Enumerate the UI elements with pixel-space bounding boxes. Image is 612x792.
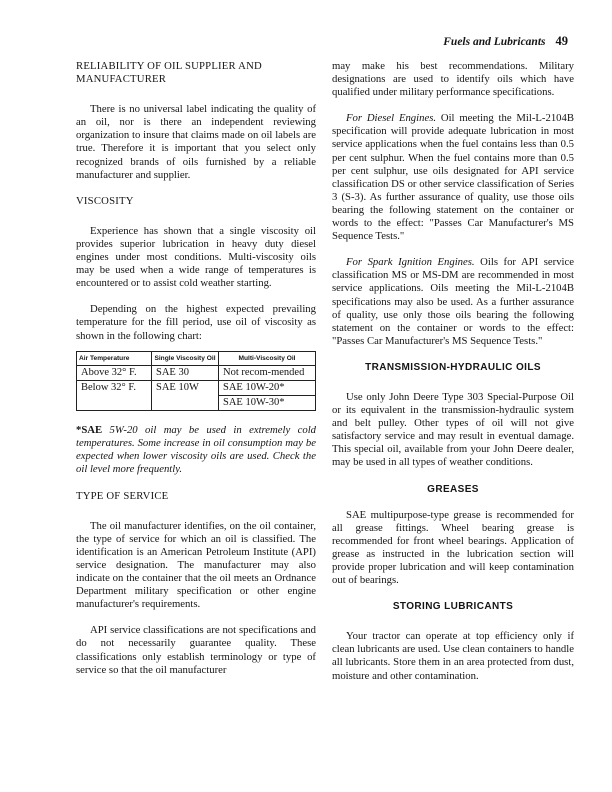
diesel-text: Oil meeting the Mil-L-2104B specification will provide adequate lubrication in most service applications when the fuel contains less than 0.5 per cent sulphur. When the fuel contains more than 0.5 per cent sulphur, use oils designated for API service classification DS or other service classification of Series 3 (S-3). As further assurance of quality, use those oils bearing the following statement on the container or words to the effect: "Passes Car Manufacturer's MS Sequence Tests." [332, 112, 574, 243]
viscosity-table [76, 351, 316, 412]
table-footnote [76, 424, 316, 476]
transmission-heading: TRANSMISSION-HYDRAULIC OILS [365, 361, 541, 373]
type-of-service-heading: TYPE OF SERVICE [76, 489, 169, 502]
left-column [76, 60, 316, 677]
reliability-paragraph: There is no universal label indicating the quality of an oil, nor is there an independent reviewing organization to insure that claims made on oil labels are true. Therefore it is important that you select only recognized brands of oils furnished by a reliable manufacturer and supplier. [76, 103, 316, 181]
running-header [443, 34, 568, 49]
diesel-paragraph [332, 112, 574, 243]
continuation-paragraph: may make his best recommendations. Military designations are used to identify oils which have qualified under military performance specifications. [332, 60, 574, 99]
footnote-sae: SAE [81, 424, 103, 437]
running-header-title: Fuels and Lubricants [443, 36, 546, 48]
diesel-lead: For Diesel Engines. [346, 112, 437, 125]
right-column [332, 60, 574, 683]
footnote-text: 5W-20 oil may be used in extremely cold temperatures. Some increase in oil consumption may be expected when lower viscosity oils are used. Check the oil level more frequently. [76, 424, 317, 476]
table-cell-multi: SAE 10W-30* [219, 396, 316, 411]
table-header-single-viscosity: Single Viscosity Oil [152, 351, 219, 365]
table-row [77, 365, 316, 380]
footnote-mark: * [76, 424, 82, 437]
table-cell-temperature: Below 32° F. [77, 380, 152, 410]
table-cell-multi: Not recom-mended [219, 365, 316, 380]
table-cell-single: SAE 30 [152, 365, 219, 380]
spark-paragraph [332, 256, 574, 348]
table-row [77, 380, 316, 395]
viscosity-heading: VISCOSITY [76, 194, 134, 207]
spark-lead: For Spark Ignition Engines. [346, 256, 475, 269]
storing-paragraph: Your tractor can operate at top efficiency only if clean lubricants are used. Use clean containers to handle all lubricants. Store them in an area protected from dust, moisture and other contamination. [332, 630, 574, 682]
table-cell-multi: SAE 10W-20* [219, 380, 316, 395]
reliability-heading: RELIABILITY OF OIL SUPPLIER AND MANUFACTURER [76, 60, 262, 86]
table-cell-single: SAE 10W [152, 380, 219, 410]
table-cell-temperature: Above 32° F. [77, 365, 152, 380]
spark-text: Oils for API service classification MS or MS-DM are recommended in most service applications. Oils meeting the Mil-L-2104B specifications may also be used. As a further assurance of quality, use only those oils bearing the following statement on the container or words to the effect: "Passes Car Manufacturer's MS Sequence Tests." [332, 256, 575, 347]
viscosity-paragraph-1: Experience has shown that a single viscosity oil provides superior lubrication in heavy duty diesel engines under most conditions. Multi-viscosity oils may be used when a wide range of temperatures is encountered or to assist cold weather starting. [76, 224, 316, 290]
storing-heading: STORING LUBRICANTS [392, 601, 514, 613]
viscosity-paragraph-2: Depending on the highest expected prevailing temperature for the fill period, use oil of viscosity as shown in the following chart: [76, 303, 316, 342]
service-paragraph-2: API service classifications are not specifications and do not necessarily guarantee quality. These classifications only establish terminology or type of service so that the oil manufacturer [76, 624, 316, 676]
greases-heading: GREASES [427, 483, 479, 495]
transmission-paragraph: Use only John Deere Type 303 Special-Purpose Oil or its equivalent in the transmission-hydraulic system and belt pulley. Other types of oil will not give satisfactory service and may result in eventual damage. This special oil, available from your John Deere dealer, may be used in all types of weather conditions. [332, 390, 574, 469]
table-header-air-temperature: Air Temperature [77, 351, 152, 365]
greases-paragraph: SAE multipurpose-type grease is recommended for all grease fittings. Wheel bearing grease is recommended for front wheel bearings. Application of grease as instructed in the lubrication section will provide proper lubrication and will keep contamination out of bearings. [332, 508, 574, 587]
page-number: 49 [555, 34, 568, 48]
table-header-row [77, 351, 316, 365]
table-header-multi-viscosity: Multi-Viscosity Oil [219, 351, 316, 365]
service-paragraph-1: The oil manufacturer identifies, on the oil container, the type of service for which an oil is classified. The identification is an American Petroleum Institute (API) service designation. The manufacturer may also indicate on the container that the oil meets an Ordnance Department military specification or other engine manufacturer's requirements. [76, 519, 316, 611]
